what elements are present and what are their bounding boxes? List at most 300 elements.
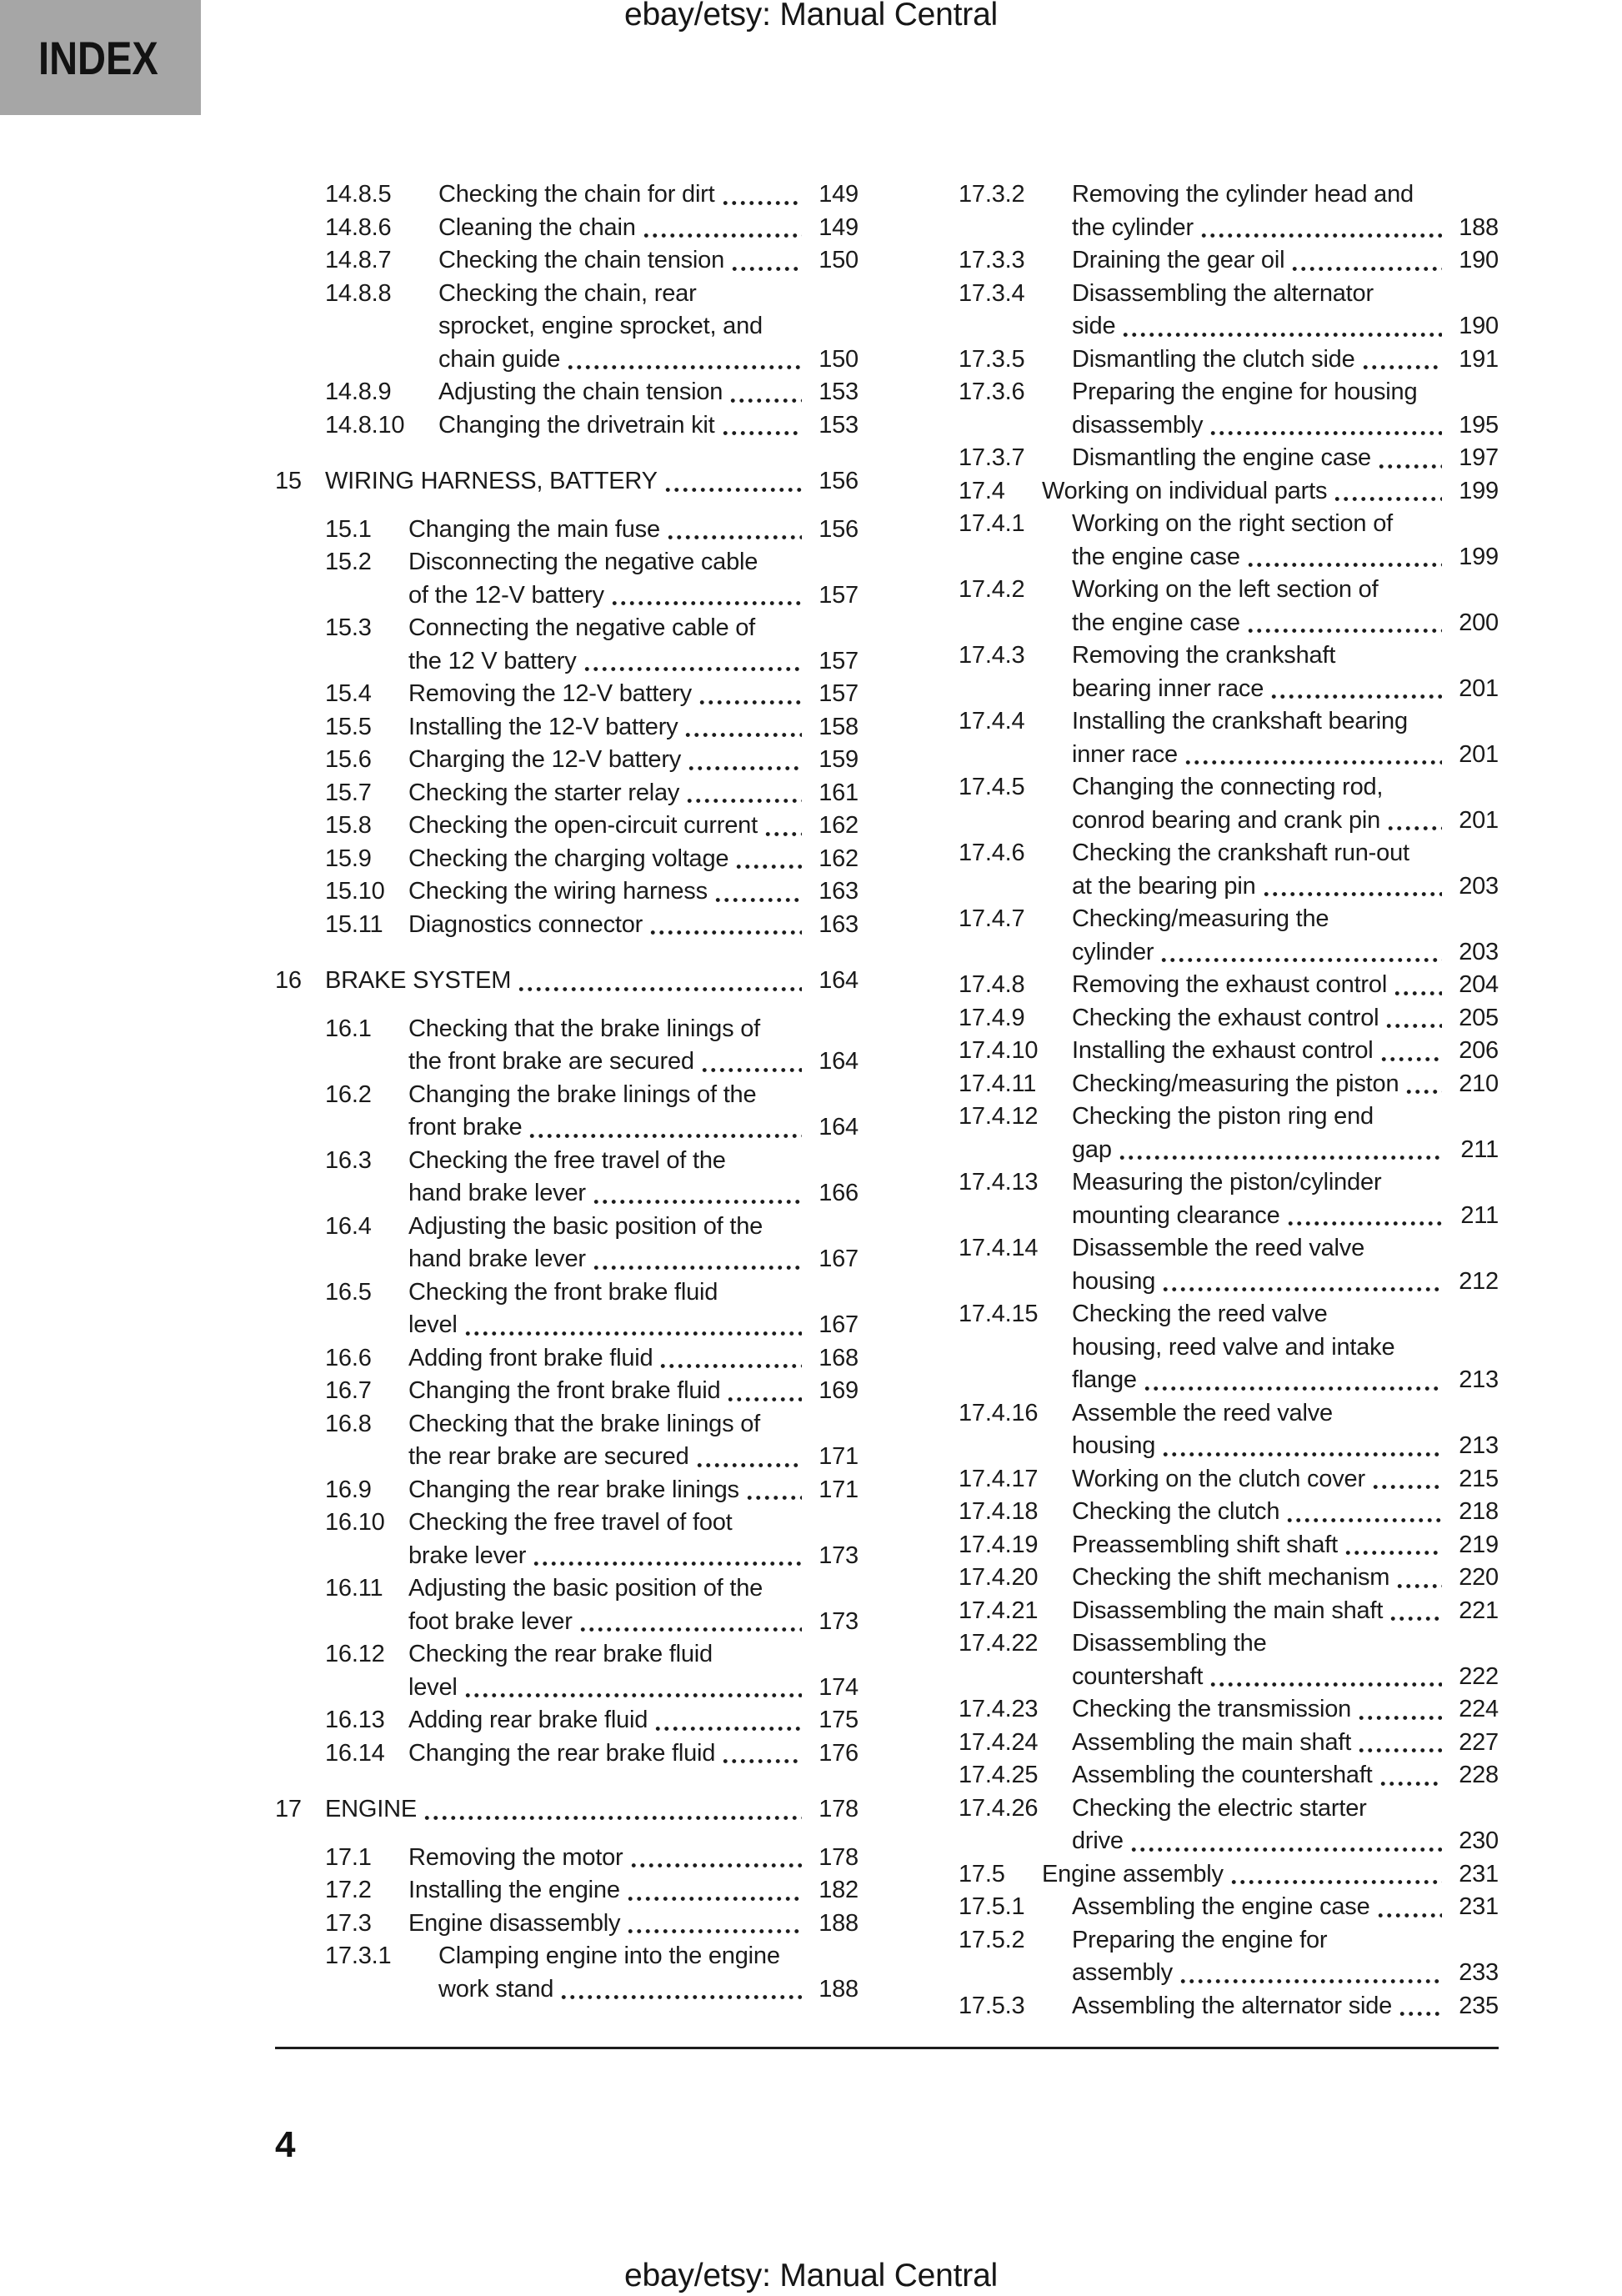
dot-leader <box>1161 1451 1442 1458</box>
toc-entry-number: 15.11 <box>325 910 383 938</box>
toc-title-last-line <box>408 645 859 679</box>
toc-title-last-line <box>1072 1200 1499 1233</box>
toc-title-text: Dismantling the engine case <box>1072 444 1371 471</box>
toc-entry-title <box>1072 1068 1499 1101</box>
toc-chapter-entry <box>275 1793 859 1827</box>
toc-entry-page: 211 <box>1460 1135 1499 1163</box>
toc-title-last-line <box>1072 1825 1499 1858</box>
toc-entry-number: 17.3.4 <box>959 279 1025 307</box>
toc-entry-page: 228 <box>1459 1762 1499 1788</box>
dot-leader <box>721 429 802 437</box>
toc-title-text: level <box>408 1311 458 1338</box>
toc-entry <box>275 1474 859 1507</box>
toc-title-text: at the bearing pin <box>1072 872 1256 900</box>
toc-title-last-line <box>438 343 859 377</box>
toc-entry <box>275 212 859 245</box>
dot-leader <box>626 1895 802 1902</box>
toc-entry-title <box>1042 1858 1499 1892</box>
toc-title-last-line <box>1042 475 1499 509</box>
toc-entry-page: 153 <box>819 378 859 405</box>
dot-leader <box>1357 1747 1442 1754</box>
toc-entry <box>909 1035 1499 1068</box>
toc-entry <box>275 909 859 942</box>
toc-entry-title <box>408 1276 859 1342</box>
toc-entry <box>275 1408 859 1474</box>
toc-entry-page: 190 <box>1459 313 1499 339</box>
toc-entry-title <box>408 1572 859 1638</box>
toc-title-text: Checking the charging voltage <box>408 845 729 872</box>
toc-title-text: Changing the front brake fluid <box>408 1377 721 1404</box>
toc-title-last-line <box>1072 1957 1499 1990</box>
toc-entry-title <box>408 1474 859 1507</box>
toc-title-last-line <box>408 909 859 942</box>
toc-entry <box>909 903 1499 969</box>
toc-entry <box>275 1572 859 1638</box>
toc-entry-page: 173 <box>819 1542 859 1569</box>
toc-entry-number: 16.4 <box>325 1212 372 1240</box>
toc-entry-number: 14.8.5 <box>325 181 392 208</box>
toc-title-text: Checking the clutch <box>1072 1498 1280 1525</box>
toc-title-last-line <box>408 678 859 711</box>
toc-entry-title <box>1072 1595 1499 1628</box>
dot-leader <box>1286 1220 1443 1227</box>
toc-entry-title <box>408 810 859 843</box>
dot-leader <box>683 731 802 739</box>
toc-entry-title <box>1072 1529 1499 1562</box>
toc-entry-number: 15.7 <box>325 779 372 806</box>
toc-entry-number: 17.4.3 <box>959 642 1025 669</box>
toc-title-text: Checking the starter relay <box>408 779 680 806</box>
toc-title-line: Working on the left section of <box>1072 576 1379 603</box>
toc-entry-page: 149 <box>819 181 859 208</box>
toc-title-last-line <box>1072 1035 1499 1068</box>
toc-entry-title <box>408 514 859 547</box>
toc-entry-number: 17.5.1 <box>959 1893 1025 1920</box>
page-number: 4 <box>275 2124 296 2165</box>
toc-entry-title <box>1072 244 1499 278</box>
toc-title-text: Installing the exhaust control <box>1072 1037 1374 1064</box>
toc-entry-page: 153 <box>819 411 859 439</box>
toc-title-line: Checking the free travel of the <box>408 1146 726 1174</box>
toc-title-line: Preparing the engine for <box>1072 1926 1328 1953</box>
dot-leader <box>653 1725 802 1732</box>
toc-entry-number: 17.4.10 <box>959 1037 1039 1064</box>
toc-entry <box>909 1924 1499 1990</box>
toc-entry-page: 156 <box>819 515 859 543</box>
toc-entry-title <box>1072 1463 1499 1496</box>
dot-leader <box>642 232 802 239</box>
toc-entry-page: 188 <box>1459 213 1499 241</box>
toc-entry-number: 17.4.22 <box>959 1630 1039 1657</box>
toc-title-last-line <box>325 1793 859 1827</box>
toc-title-last-line <box>1072 1266 1499 1299</box>
toc-entry-number: 16.8 <box>325 1410 372 1437</box>
toc-entry <box>275 1079 859 1145</box>
toc-title-text: Removing the 12-V battery <box>408 680 692 707</box>
toc-title-text: WIRING HARNESS, BATTERY <box>325 468 658 494</box>
toc-entry-number: 15.10 <box>325 878 385 905</box>
toc-title-line: Adjusting the basic position of the <box>408 1575 763 1602</box>
toc-entry-page: 157 <box>819 680 859 707</box>
dot-leader <box>728 397 802 404</box>
toc-entry-number: 17.4.2 <box>959 576 1025 603</box>
toc-title-text: Changing the rear brake fluid <box>408 1739 716 1767</box>
toc-title-line: Working on the right section of <box>1072 510 1393 537</box>
toc-entry <box>909 1595 1499 1628</box>
toc-title-text: Adding front brake fluid <box>408 1344 653 1371</box>
toc-title-line: Changing the connecting rod, <box>1072 774 1384 800</box>
toc-entry-page: 164 <box>819 1048 859 1075</box>
toc-title-line: Connecting the negative cable of <box>408 614 756 641</box>
toc-entry-page: 218 <box>1459 1498 1499 1525</box>
toc-entry-title <box>408 1842 859 1875</box>
toc-entry-title <box>1072 1562 1499 1595</box>
dot-leader <box>730 265 802 273</box>
toc-title-line: Disassembling the <box>1072 1630 1267 1657</box>
toc-entry-number: 17.4.25 <box>959 1762 1039 1788</box>
toc-entry-page: 190 <box>1459 247 1499 273</box>
toc-entry-number: 17.5.3 <box>959 1992 1025 2019</box>
toc-title-text: bearing inner race <box>1072 674 1264 702</box>
toc-title-last-line <box>408 1842 859 1875</box>
toc-title-text: Cleaning the chain <box>438 213 636 241</box>
dot-leader <box>721 1757 802 1765</box>
toc-entry <box>909 1529 1499 1562</box>
toc-entry-title <box>408 546 859 612</box>
toc-title-last-line <box>1072 409 1499 443</box>
toc-title-last-line <box>438 244 859 278</box>
toc-title-text: Assembling the main shaft <box>1072 1728 1352 1756</box>
toc-entry-title <box>1072 1232 1499 1298</box>
dot-leader <box>713 896 802 904</box>
toc-entry-number: 15 <box>275 468 302 494</box>
toc-entry-title <box>408 711 859 744</box>
toc-entry-title <box>1072 639 1499 705</box>
dot-leader <box>1121 331 1442 338</box>
dot-leader <box>1379 1780 1442 1787</box>
toc-title-last-line <box>408 1243 859 1276</box>
toc-entry-page: 201 <box>1459 806 1499 834</box>
toc-title-text: Checking the chain tension <box>438 247 725 273</box>
toc-title-text: Assembling the countershaft <box>1072 1762 1373 1788</box>
toc-title-line: Changing the brake linings of the <box>408 1080 757 1108</box>
dot-leader <box>1143 1385 1442 1392</box>
dot-leader <box>1404 1088 1442 1095</box>
toc-entry <box>909 343 1499 377</box>
toc-entry-title <box>408 744 859 777</box>
toc-title-last-line <box>408 1540 859 1573</box>
toc-entry <box>909 376 1499 442</box>
toc-entry-number: 17.4.16 <box>959 1399 1039 1426</box>
toc-title-last-line <box>1072 936 1499 970</box>
toc-title-text: foot brake lever <box>408 1607 573 1635</box>
toc-entry <box>275 1704 859 1737</box>
toc-entry-number: 17.4.1 <box>959 510 1025 537</box>
toc-entry-page: 231 <box>1459 1893 1499 1920</box>
dot-leader <box>463 1692 802 1699</box>
toc-title-last-line <box>408 1907 859 1941</box>
dot-leader <box>1379 1055 1442 1063</box>
toc-entry-title <box>438 244 859 278</box>
toc-title-last-line <box>1072 673 1499 706</box>
dot-leader <box>559 1993 802 2001</box>
dot-leader <box>1269 693 1442 700</box>
toc-entry <box>275 1842 859 1875</box>
toc-entry-page: 157 <box>819 647 859 674</box>
toc-entry-title <box>1072 1397 1499 1463</box>
toc-entry-page: 197 <box>1459 444 1499 471</box>
toc-title-text: gap <box>1072 1135 1112 1163</box>
toc-entry <box>909 1627 1499 1693</box>
toc-title-last-line <box>1072 1364 1499 1397</box>
toc-entry-number: 17.4.23 <box>959 1696 1039 1722</box>
toc-entry <box>275 711 859 744</box>
dot-leader <box>629 1862 802 1869</box>
toc-entry <box>909 1858 1499 1892</box>
toc-entry-page: 169 <box>819 1377 859 1404</box>
toc-entry-page: 173 <box>819 1607 859 1635</box>
dot-leader <box>1376 1912 1442 1919</box>
toc-entry-number: 17.3.3 <box>959 247 1025 273</box>
toc-entry-title <box>1072 1002 1499 1035</box>
toc-title-line: Disassembling the alternator <box>1072 279 1374 307</box>
toc-entry-page: 227 <box>1459 1728 1499 1756</box>
toc-entry-number: 17.4.19 <box>959 1531 1039 1558</box>
toc-entry <box>275 178 859 212</box>
toc-title-last-line <box>408 711 859 744</box>
toc-title-text: housing <box>1072 1432 1156 1459</box>
toc-title-last-line <box>1072 1463 1499 1496</box>
toc-title-line: Checking that the brake linings of <box>408 1015 761 1042</box>
dot-leader <box>528 1132 802 1140</box>
dot-leader <box>583 665 802 673</box>
dot-leader <box>1395 1582 1442 1590</box>
toc-title-last-line <box>408 1441 859 1474</box>
toc-entry-page: 149 <box>819 213 859 241</box>
dot-leader <box>423 1814 802 1822</box>
toc-entry <box>909 1759 1499 1792</box>
toc-title-text: inner race <box>1072 740 1178 768</box>
toc-title-last-line <box>408 810 859 843</box>
toc-entry-title <box>408 1506 859 1572</box>
toc-entry-number: 15.9 <box>325 845 372 872</box>
dot-leader <box>566 363 802 371</box>
toc-entry <box>909 1100 1499 1166</box>
toc-title-line: housing, reed valve and intake <box>1072 1333 1395 1361</box>
toc-entry <box>909 1990 1499 2023</box>
toc-entry <box>909 1463 1499 1496</box>
toc-entry-page: 162 <box>819 812 859 839</box>
toc-entry-page: 157 <box>819 581 859 609</box>
dot-leader <box>610 599 802 607</box>
toc-title-last-line <box>408 1177 859 1211</box>
toc-title-last-line <box>1072 343 1499 377</box>
toc-title-last-line <box>1072 1891 1499 1924</box>
toc-entry <box>909 1298 1499 1397</box>
dot-leader <box>517 985 802 993</box>
dot-leader <box>734 863 802 870</box>
toc-entry-title <box>1072 1693 1499 1727</box>
toc-title-last-line <box>1072 1727 1499 1760</box>
toc-entry-page: 182 <box>819 1877 859 1903</box>
toc-title-text: cylinder <box>1072 938 1154 965</box>
toc-entry-title <box>1072 442 1499 475</box>
toc-title-text: work stand <box>438 1975 554 2003</box>
dot-leader <box>463 1330 802 1337</box>
toc-entry-number: 14.8.6 <box>325 213 392 241</box>
toc-title-text: Changing the drivetrain kit <box>438 411 715 439</box>
toc-entry-title <box>1072 376 1499 442</box>
toc-entry-title <box>408 1408 859 1474</box>
toc-title-line: Disassemble the reed valve <box>1072 1235 1365 1261</box>
toc-entry <box>909 837 1499 903</box>
toc-entry-number: 17.4.21 <box>959 1597 1039 1624</box>
toc-entry-number: 14.8.7 <box>325 247 392 273</box>
toc-title-text: Removing the motor <box>408 1843 623 1871</box>
toc-entry-title <box>408 1907 859 1941</box>
toc-entry <box>909 771 1499 837</box>
toc-entry-page: 167 <box>819 1311 859 1338</box>
toc-entry <box>275 612 859 678</box>
toc-title-last-line <box>1072 244 1499 278</box>
dot-leader <box>663 486 802 494</box>
toc-entry-number: 17.1 <box>325 1843 372 1871</box>
toc-title-last-line <box>1072 1759 1499 1792</box>
toc-entry-number: 17.4.14 <box>959 1235 1039 1261</box>
dot-leader <box>687 764 802 772</box>
toc-entry-title <box>438 1940 859 2006</box>
toc-entry-title <box>1072 1727 1499 1760</box>
toc-entry-title <box>408 678 859 711</box>
toc-entry-title <box>1072 1792 1499 1858</box>
toc-title-text: conrod bearing and crank pin <box>1072 806 1381 834</box>
toc-title-last-line <box>408 875 859 909</box>
toc-entry-title <box>408 1145 859 1211</box>
toc-title-last-line <box>1042 1858 1499 1892</box>
dot-leader <box>1377 463 1442 470</box>
toc-entry <box>909 1496 1499 1529</box>
toc-title-text: Checking/measuring the piston <box>1072 1070 1399 1097</box>
toc-entry-title <box>438 178 859 212</box>
toc-entry-page: 162 <box>819 845 859 872</box>
dot-leader <box>1371 1483 1442 1491</box>
toc-entry-page: 201 <box>1459 740 1499 768</box>
toc-entry-number: 16.5 <box>325 1278 372 1306</box>
toc-title-last-line <box>1072 1693 1499 1727</box>
toc-entry-title <box>1072 969 1499 1002</box>
toc-entry <box>275 376 859 409</box>
toc-entry <box>275 1145 859 1211</box>
toc-entry-title <box>408 1704 859 1737</box>
toc-entry-page: 206 <box>1459 1037 1499 1064</box>
toc-entry <box>909 508 1499 574</box>
toc-title-line: Checking the free travel of foot <box>408 1509 733 1536</box>
toc-entry-number: 17.5.2 <box>959 1926 1025 1953</box>
toc-title-last-line <box>1072 607 1499 640</box>
toc-entry-page: 230 <box>1459 1827 1499 1854</box>
toc-entry-title <box>1072 1891 1499 1924</box>
toc-title-last-line <box>408 1309 859 1342</box>
toc-entry-number: 16.12 <box>325 1641 385 1667</box>
toc-title-line: Measuring the piston/cylinder <box>1072 1169 1382 1196</box>
toc-entry-number: 15.3 <box>325 614 372 641</box>
toc-title-text: Changing the main fuse <box>408 515 660 543</box>
toc-entry-title <box>408 1079 859 1145</box>
toc-title-text: BRAKE SYSTEM <box>325 967 512 994</box>
toc-title-text: Assembling the engine case <box>1072 1893 1370 1920</box>
toc-title-text: housing <box>1072 1267 1156 1295</box>
toc-title-text: Disassembling the main shaft <box>1072 1597 1384 1624</box>
toc-title-text: the engine case <box>1072 543 1240 570</box>
toc-title-text: the front brake are secured <box>408 1048 694 1075</box>
toc-title-line: Disconnecting the negative cable <box>408 549 758 575</box>
toc-entry-title <box>1072 508 1499 574</box>
toc-entry <box>909 639 1499 705</box>
toc-title-text: of the 12-V battery <box>408 581 604 609</box>
toc-title-text: Checking the chain for dirt <box>438 181 715 208</box>
toc-entry-title <box>408 1013 859 1079</box>
toc-chapter-entry <box>275 965 859 998</box>
toc-entry-title <box>408 777 859 810</box>
toc-entry-number: 17.4.18 <box>959 1498 1039 1525</box>
toc-entry <box>275 409 859 443</box>
toc-title-line: Checking the crankshaft run-out <box>1072 840 1409 866</box>
toc-title-last-line <box>1072 1430 1499 1463</box>
toc-entry-page: 213 <box>1459 1432 1499 1459</box>
toc-entry <box>909 969 1499 1002</box>
toc-entry-number: 17.3.5 <box>959 345 1025 373</box>
toc-title-text: Working on individual parts <box>1042 477 1328 504</box>
toc-entry-number: 15.4 <box>325 680 372 707</box>
index-title: INDEX <box>38 32 158 84</box>
toc-entry-title <box>1072 178 1499 244</box>
toc-entry-number: 15.1 <box>325 515 372 543</box>
toc-title-last-line <box>408 579 859 613</box>
toc-title-line: sprocket, engine sprocket, and <box>438 313 763 339</box>
toc-title-line: Assemble the reed valve <box>1072 1399 1333 1426</box>
toc-entry-number: 17.4.4 <box>959 708 1025 734</box>
toc-title-text: Preassembling shift shaft <box>1072 1531 1338 1558</box>
toc-entry <box>909 442 1499 475</box>
toc-title-text: the 12 V battery <box>408 647 577 674</box>
dot-leader <box>578 1626 802 1633</box>
toc-title-last-line <box>408 777 859 810</box>
toc-title-line: Removing the cylinder head and <box>1072 181 1414 208</box>
toc-title-text: Charging the 12-V battery <box>408 746 682 773</box>
dot-leader <box>695 1461 802 1469</box>
toc-title-text: Working on the clutch cover <box>1072 1465 1365 1492</box>
toc-title-text: Draining the gear oil <box>1072 247 1285 273</box>
dot-leader <box>666 534 802 541</box>
toc-entry-title <box>408 843 859 876</box>
toc-title-last-line <box>1072 442 1499 475</box>
toc-entry <box>275 678 859 711</box>
toc-title-text: Dismantling the clutch side <box>1072 345 1355 373</box>
toc-title-text: Adjusting the chain tension <box>438 378 723 405</box>
toc-title-text: chain guide <box>438 345 561 373</box>
toc-entry <box>909 1232 1499 1298</box>
toc-title-text: Assembling the alternator side <box>1072 1992 1393 2019</box>
toc-entry <box>275 1211 859 1276</box>
toc-entry <box>275 777 859 810</box>
toc-title-last-line <box>1072 1002 1499 1035</box>
toc-title-line: Adjusting the basic position of the <box>408 1212 763 1240</box>
toc-entry <box>275 546 859 612</box>
toc-title-line: Removing the crankshaft <box>1072 642 1336 669</box>
toc-entry-title <box>1072 343 1499 377</box>
toc-entry-page: 215 <box>1459 1465 1499 1492</box>
toc-entry-page: 176 <box>819 1739 859 1767</box>
